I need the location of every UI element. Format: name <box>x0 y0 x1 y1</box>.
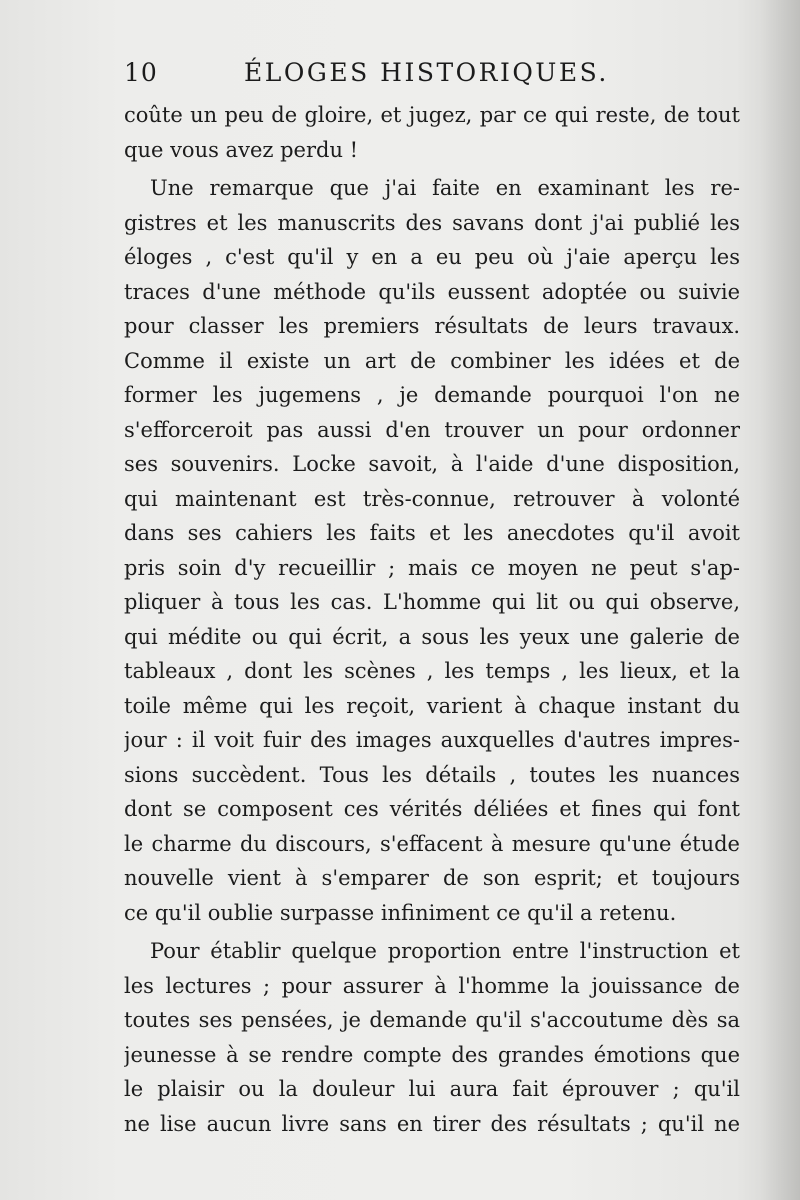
text-line: former les jugemens , je demande pourquoi l'on ne <box>124 383 740 407</box>
text-line: jeunesse à se rendre compte des grandes émotions que <box>124 1042 740 1067</box>
text-line: pour classer les premiers résultats de leurs travaux. <box>124 314 740 338</box>
text-line: ses souvenirs. Locke savoit, à l'aide d'une disposition, <box>124 452 740 476</box>
text-line: jour : il voit fuir des images auxquelles d'autres impres- <box>124 728 740 752</box>
running-head-title: ÉLOGES HISTORIQUES. <box>244 58 609 87</box>
running-head <box>124 58 740 94</box>
text-line: Pour établir quelque proportion entre l'instruction et <box>150 939 740 963</box>
text-line: ne lise aucun livre sans en tirer des résultats ; qu'il ne <box>124 1111 740 1136</box>
text-line: tableaux , dont les scènes , les temps , les lieux, et la <box>124 659 740 683</box>
text-line: le charme du discours, s'effacent à mesure qu'une étude <box>124 831 740 856</box>
text-line: toile même qui les reçoit, varient à chaque instant du <box>124 693 740 718</box>
text-line: toutes ses pensées, je demande qu'il s'accoutume dès sa <box>124 1008 740 1032</box>
text-line: coûte un peu de gloire, et jugez, par ce qui reste, de tout <box>124 103 740 127</box>
text-line: dont se composent ces vérités déliées et fines qui font <box>124 797 740 821</box>
text-line: le plaisir ou la douleur lui aura fait éprouver ; qu'il <box>124 1077 740 1101</box>
text-line: qui médite ou qui écrit, a sous les yeux une galerie de <box>124 624 740 649</box>
text-line: pris soin d'y recueillir ; mais ce moyen ne peut s'ap- <box>124 555 740 580</box>
text-line: gistres et les manuscrits des savans dont j'ai publié les <box>124 210 740 235</box>
text-line: ce qu'il oublie surpasse infiniment ce qu'il a retenu. <box>124 900 677 925</box>
page-edge-shadow <box>760 0 800 1200</box>
body-text <box>124 98 740 1141</box>
text-line: dans ses cahiers les faits et les anecdotes qu'il avoit <box>124 521 740 545</box>
text-line: que vous avez perdu ! <box>124 137 359 162</box>
text-line: pliquer à tous les cas. L'homme qui lit ou qui observe, <box>124 590 740 614</box>
page-number: 10 <box>124 58 158 87</box>
text-line: éloges , c'est qu'il y en a eu peu où j'aie aperçu les <box>124 245 740 269</box>
text-line: les lectures ; pour assurer à l'homme la jouissance de <box>124 973 740 998</box>
text-line: traces d'une méthode qu'ils eussent adoptée ou suivie <box>124 279 740 304</box>
text-line: Une remarque que j'ai faite en examinant les re- <box>150 176 740 200</box>
text-line: Comme il existe un art de combiner les idées et de <box>124 348 740 373</box>
text-line: qui maintenant est très-connue, retrouver à volonté <box>124 486 740 511</box>
text-line: nouvelle vient à s'emparer de son esprit; et toujours <box>124 866 740 890</box>
text-line: s'efforceroit pas aussi d'en trouver un pour ordonner <box>124 417 740 442</box>
text-line: sions succèdent. Tous les détails , toutes les nuances <box>124 762 740 787</box>
